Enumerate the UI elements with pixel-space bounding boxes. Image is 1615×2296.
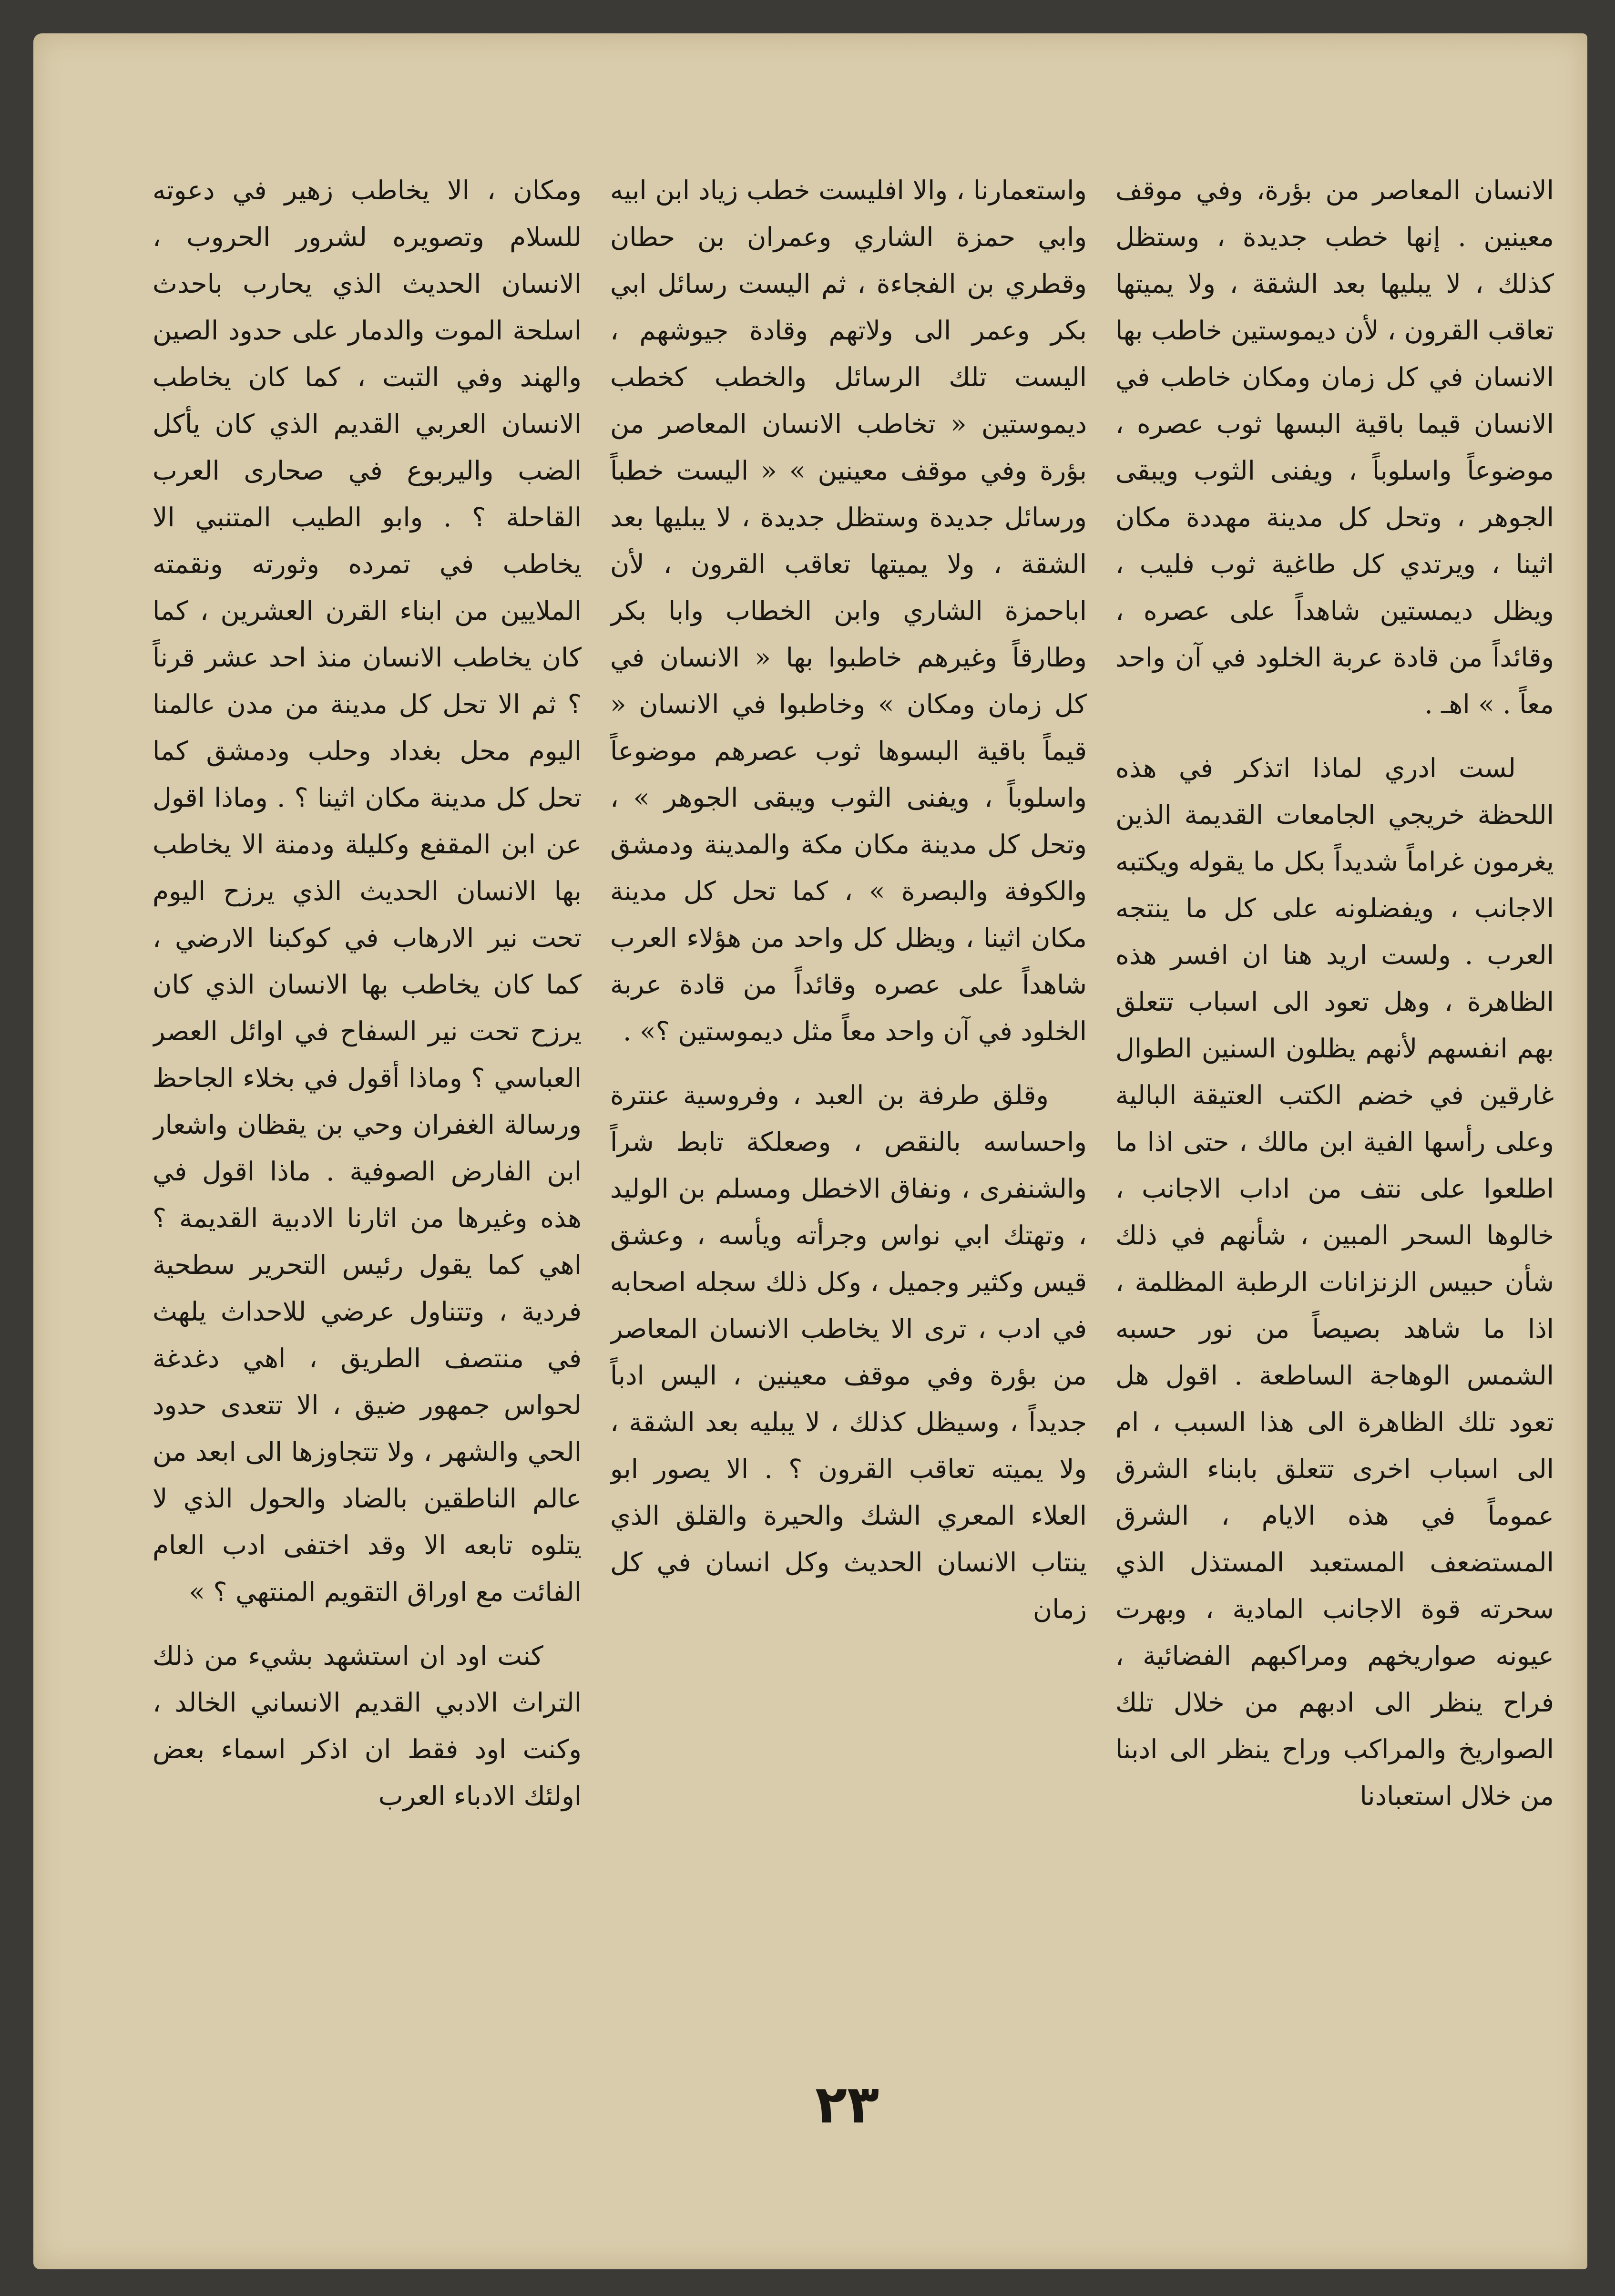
paragraph: كنت اود ان استشهد بشيء من ذلك التراث الادبي القديم الانساني الخالد ، وكنت اود فقط ان اذكر اسماء بعض اولئك الادباء العرب [153, 1640, 582, 1811]
text-column-right [1115, 167, 1554, 2074]
magazine-page [33, 33, 1587, 2269]
paragraph: وقلق طرفة بن العبد ، وفروسية عنترة واحساسه بالنقص ، وصعلكة تابط شراً والشنفرى ، ونفاق الاخطل ومسلم بن الوليد ، وتهتك ابي نواس وجرأته ويأسه ، وعشق قيس وكثير وجميل ، وكل ذلك سجله اصحابه في ادب ، ترى الا يخاطب الانسان المعاصر من بؤرة وفي موقف معينين ، اليس ادباً جديداً ، وسيظل كذلك ، لا يبليه بعد الشقة ، ولا يميته تعاقب القرون ؟ . الا يصور ابو العلاء المعري الشك والحيرة والقلق الذي ينتاب الانسان الحديث وكل انسان في كل زمان [610, 1080, 1087, 1624]
paragraph: واستعمارنا ، والا افليست خطب زياد ابن ابيه وابي حمزة الشاري وعمران بن حطان وقطري بن الفجاءة ، ثم اليست رسائل ابي بكر وعمر الى ولاتهم وقادة جيوشهم ، اليست تلك الرسائل والخطب كخطب ديموستين « تخاطب الانسان المعاصر من بؤرة وفي موقف معينين » « اليست خطباً ورسائل جديدة وستظل جديدة ، لا يبليها بعد الشقة ، ولا يميتها تعاقب القرون ، لأن اباحمزة الشاري وابن الخطاب وابا بكر وطارقاً وغيرهم خاطبوا بها « الانسان في كل زمان ومكان » وخاطبوا في الانسان « قيماً باقية البسوها ثوب عصرهم موضوعاً واسلوباً ، ويفنى الثوب ويبقى الجوهر » ، وتحل كل مدينة مكان مكة والمدينة ودمشق والكوفة والبصرة » ، كما تحل كل مدينة مكان اثينا ، ويظل كل واحد من هؤلاء العرب شاهداً على عصره وقائداً من قادة عربة الخلود في آن واحد معاً مثل ديموستين ؟» . [610, 175, 1087, 1046]
text-column-left [153, 167, 582, 2074]
paragraph: الانسان المعاصر من بؤرة، وفي موقف معينين . إنها خطب جديدة ، وستظل كذلك ، لا يبليها بعد الشقة ، ولا يميتها تعاقب القرون ، لأن ديموستين خاطب بها الانسان في كل زمان ومكان خاطب في الانسان قيما باقية البسها ثوب عصره ، موضوعاً واسلوباً ، ويفنى الثوب ويبقى الجوهر ، وتحل كل مدينة مهددة مكان اثينا ، ويرتدي كل طاغية ثوب فليب ، ويظل ديمستين شاهداً على عصره ، وقائداً من قادة عربة الخلود في آن واحد معاً . » اهـ . [1115, 175, 1554, 719]
paragraph: لست ادري لماذا اتذكر في هذه اللحظة خريجي الجامعات القديمة الذين يغرمون غراماً شديداً بكل ما يقوله ويكتبه الاجانب ، ويفضلونه على كل ما ينتجه العرب . ولست اريد هنا ان افسر هذه الظاهرة ، وهل تعود الى اسباب تتعلق بهم انفسهم لأنهم يظلون السنين الطوال غارقين في خضم الكتب العتيقة البالية وعلى رأسها الفية ابن مالك ، حتى اذا ما اطلعوا على نتف من اداب الاجانب ، خالوها السحر المبين ، شأنهم في ذلك شأن حبيس الزنزانات الرطبة المظلمة ، اذا ما شاهد بصيصاً من نور حسبه الشمس الوهاجة الساطعة . اقول هل تعود تلك الظاهرة الى هذا السبب ، ام الى اسباب اخرى تتعلق بابناء الشرق عموماً في هذه الايام ، الشرق المستضعف المستعبد المستذل الذي سحرته قوة الاجانب المادية ، وبهرت عيونه صواريخهم ومراكبهم الفضائية ، فراح ينظر الى ادبهم من خلال تلك الصواريخ والمراكب وراح ينظر الى ادبنا من خلال استعبادنا [1115, 753, 1554, 1811]
paragraph: ومكان ، الا يخاطب زهير في دعوته للسلام وتصويره لشرور الحروب ، الانسان الحديث الذي يحارب باحدث اسلحة الموت والدمار على حدود الصين والهند وفي التبت ، كما كان يخاطب الانسان العربي القديم الذي كان يأكل الضب واليربوع في صحارى العرب القاحلة ؟ . وابو الطيب المتنبي الا يخاطب في تمرده وثورته ونقمته الملايين من ابناء القرن العشرين ، كما كان يخاطب الانسان منذ احد عشر قرناً ؟ ثم الا تحل كل مدينة من مدن عالمنا اليوم محل بغداد وحلب ودمشق كما تحل كل مدينة مكان اثينا ؟ . وماذا اقول عن ابن المقفع وكليلة ودمنة الا يخاطب بها الانسان الحديث الذي يرزح اليوم تحت نير الارهاب في كوكبنا الارضي ، كما كان يخاطب بها الانسان الذي كان يرزح تحت نير السفاح في اوائل العصر العباسي ؟ وماذا أقول في بخلاء الجاحظ ورسالة الغفران وحي بن يقظان واشعار ابن الفارض الصوفية . ماذا اقول في هذه وغيرها من اثارنا الادبية القديمة ؟ اهي كما يقول رئيس التحرير سطحية فردية ، وتتناول عرضي للاحداث يلهث في منتصف الطريق ، اهي دغدغة لحواس جمهور ضيق ، الا تتعدى حدود الحي والشهر ، ولا تتجاوزها الى ابعد من عالم الناطقين بالضاد والحول الذي لا يتلوه تابعه الا وقد اختفى ادب العام الفائت مع اوراق التقويم المنتهي ؟ » [153, 175, 582, 1607]
text-column-middle [610, 167, 1087, 2074]
page-number: ٢٣ [815, 2074, 879, 2135]
